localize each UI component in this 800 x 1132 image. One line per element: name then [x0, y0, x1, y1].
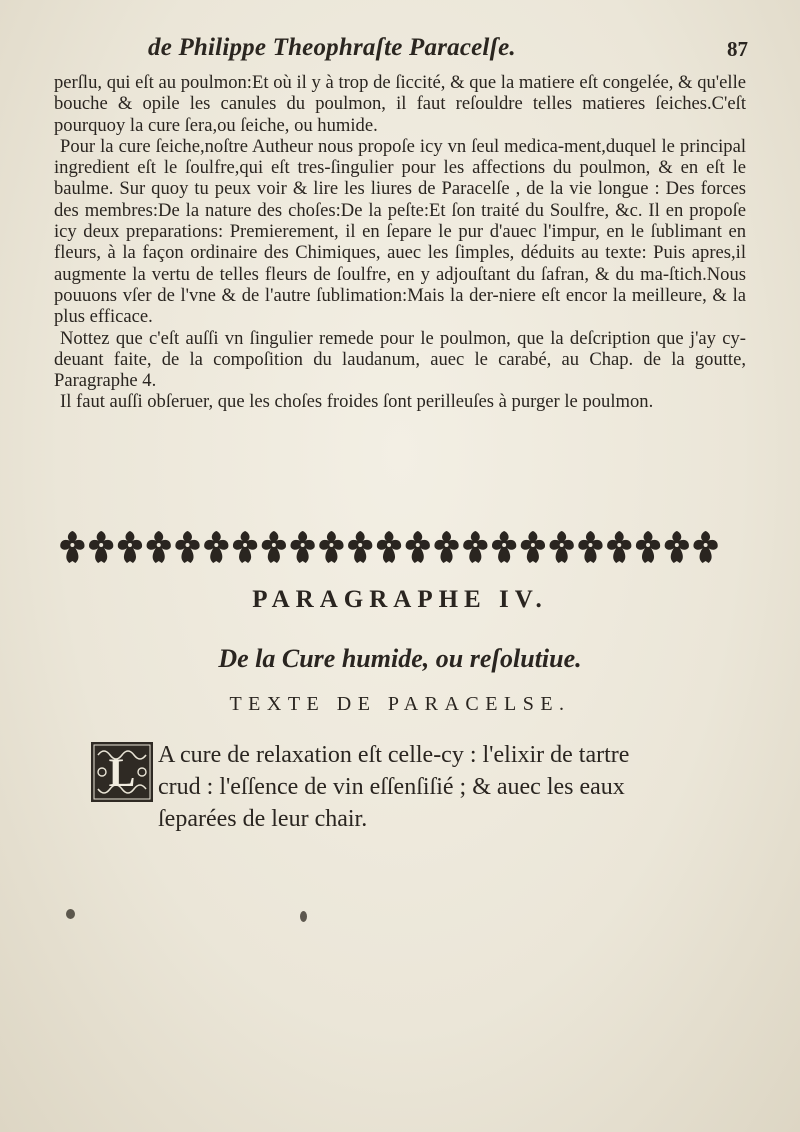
initial-paragraph: A cure de relaxation eſt celle-cy : l'elixir de tartre crud : l'eſſence de vin eſſenſiſié ; & auec les eaux ſeparées de leur chair.: [158, 742, 630, 832]
fleuron: [492, 531, 516, 563]
fleuron: [434, 531, 458, 563]
fleuron: [204, 531, 228, 563]
body-paragraph-2: Pour la cure ſeiche,noſtre Autheur nous propoſe icy vn ſeul medica-ment,duquel le principal ingredient eſt le ſoulfre,qui eſt tres-ſingulier pour les affections du poulmon, & en eſt le baulme. Sur quoy tu peux voir & lire les liures de Paracelſe , de la vie longue : Des forces des membres:De la nature des choſes:De la peſte:Et ſon traité du Soulfre, &c. Il en propoſe icy deux preparations: Premierement, il en ſepare le pur d'auec l'impur, en le ſublimant en fleurs, à la façon ordinaire des Chimiques, auec les ſimples, déduits au texte: Puis apres,il augmente la vertu de telles fleurs de ſoulfre, en y adjouſtant du ſafran, & du ma-ſtich.Nous pouuons vſer de l'vne & de l'autre ſublimation:Mais la der-niere eſt encor la meilleure, & la plus efficace.: [54, 135, 746, 328]
running-title: de Philippe Theophraſte Paracelſe.: [148, 34, 516, 61]
fleuron: [348, 531, 372, 563]
fleuron: [406, 531, 430, 563]
fleuron: [175, 531, 199, 563]
dropcap-letter: L: [108, 750, 136, 795]
fleuron: [147, 531, 171, 563]
page-number: 87: [727, 37, 748, 61]
paragraph-heading: PARAGRAPHE IV.: [252, 586, 548, 613]
body-text: [54, 72, 746, 413]
page-header: [148, 34, 748, 68]
fleuron: [550, 531, 574, 563]
fleuron: [377, 531, 401, 563]
fleuron: [693, 531, 717, 563]
ink-blot: [300, 911, 307, 922]
fleuron: [607, 531, 631, 563]
fleuron: [89, 531, 113, 563]
fleuron: [319, 531, 343, 563]
fleuron: [291, 531, 315, 563]
paragraph-subtitle: De la Cure humide, ou reſolutiue.: [218, 644, 582, 673]
fleuron: [262, 531, 286, 563]
fleuron: [60, 531, 84, 563]
fleuron: [118, 531, 142, 563]
decorated-initial: [90, 741, 154, 803]
body-paragraph-3: Nottez que c'eſt auſſi vn ſingulier remede pour le poulmon, que la deſcription que j'ay cy-deuant faite, de la compoſition du laudanum, auec le carabé, au Chap. de la goutte, Paragraphe 4.: [54, 327, 746, 392]
body-paragraph-4: Il faut auſſi obſeruer, que les choſes froides ſont perilleuſes à purger le poulmon.: [60, 391, 654, 413]
ornamental-band: [58, 525, 720, 569]
body-paragraph-1: perſlu, qui eſt au poulmon:Et où il y à trop de ſiccité, & que la matiere eſt congelée, & qu'elle bouche & opile les canules du poulmon, il faut reſouldre telles matieres ſeiches.C'eſt pourquoy la cure ſera,ou ſeiche, ou humide.: [54, 72, 746, 136]
fleuron: [463, 531, 487, 563]
ink-blot: [66, 909, 75, 919]
fleuron: [521, 531, 545, 563]
fleuron: [233, 531, 257, 563]
fleuron: [665, 531, 689, 563]
fleuron: [578, 531, 602, 563]
fleuron: [636, 531, 660, 563]
text-heading: TEXTE DE PARACELSE.: [229, 693, 571, 715]
